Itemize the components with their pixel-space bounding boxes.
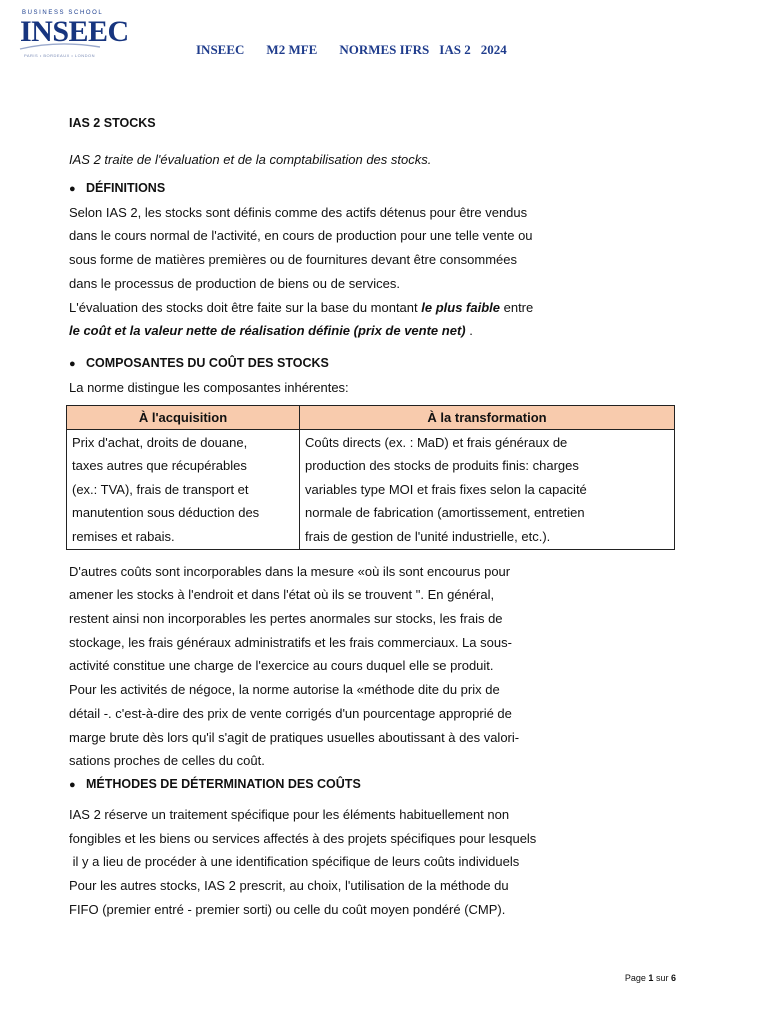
components-line: Pour les activités de négoce, la norme autorise la «méthode dite du prix de [69,682,500,698]
components-line: marge brute dès lors qu'il s'agit de pratiques usuelles aboutissant à des valori- [69,729,520,745]
methods-line: il y a lieu de procéder à une identification spécifique de leurs coûts individuels [69,854,520,870]
bullet-icon: ● [69,778,76,791]
document-title: IAS 2 STOCKS [69,116,156,130]
logo-swoosh-icon [18,42,102,52]
evaluation-line-2: le coût et la valeur nette de réalisation définie (prix de vente net) . [69,323,473,339]
section-definitions-heading: ● DÉFINITIONS [69,177,689,201]
page-number: Page 1 sur 6 [624,973,676,983]
header-subject: NORMES IFRS [339,42,430,57]
components-line: stockage, les frais généraux administratifs et les frais commerciaux. La sous- [69,634,512,650]
document-body [69,112,689,921]
evaluation-line: L'évaluation des stocks doit être faite sur la base du montant le plus faible entre [69,299,534,315]
components-line: restent ainsi non incorporables les pertes anormales sur stocks, les frais de [69,611,503,626]
cost-components-table [66,405,675,550]
components-line: détail -. c'est-à-dire des prix de vente corrigés d'un pourcentage approprié de [69,705,512,721]
header-standard: IAS 2 [439,42,471,57]
logo-school-label: BUSINESS SCHOOL [22,10,104,16]
section-methods-heading: ● MÉTHODES DE DÉTERMINATION DES COÛTS [69,773,689,797]
components-line: amener les stocks à l'endroit et dans l'état où ils se trouvent ". En général, [69,587,495,603]
methods-line: Pour les autres stocks, IAS 2 prescrit, au choix, l'utilisation de la méthode du [69,878,509,894]
methods-line: FIFO (premier entré - premier sorti) ou celle du coût moyen pondéré (CMP). [69,901,506,917]
components-line: activité constitue une charge de l'exercice au cours duquel elle se produit. [69,658,494,674]
components-line: D'autres coûts sont incorporables dans la mesure «où ils sont encourus pour [69,563,511,579]
table-row [67,429,675,549]
table-header-acquisition: À l'acquisition [67,405,300,429]
components-lead: La norme distingue les composantes inhérentes: [69,379,349,395]
logo-name: INSEEC [20,15,129,48]
definitions-line: Selon IAS 2, les stocks sont définis comme des actifs détenus pour être vendus [69,204,528,220]
document-header [196,42,529,58]
table-cell-transformation: Coûts directs (ex. : MaD) et frais généraux de production des stocks de produits finis: charges variables type MOI et frais fixes selon la capacité normale de fabrication (amortissement, entretien frais de gestion de l'unité industrielle, etc.). [300,429,675,549]
logo-tagline: PARIS • BORDEAUX • LONDON [24,53,96,58]
header-org: INSEEC [196,42,245,57]
intro-text: IAS 2 traite de l'évaluation et de la comptabilisation des stocks. [69,152,432,167]
components-line: sations proches de celles du coût. [69,753,265,769]
definitions-line: sous forme de matières premières ou de fournitures devant être consommées [69,252,517,268]
inseec-logo [18,8,129,58]
section-components-heading: ● COMPOSANTES DU COÛT DES STOCKS [69,352,689,376]
header-year: 2024 [480,42,507,57]
bullet-icon: ● [69,182,76,195]
bullet-icon: ● [69,357,76,370]
table-header-row [67,405,675,429]
header-program: M2 MFE [266,42,318,57]
methods-line: IAS 2 réserve un traitement spécifique pour les éléments habituellement non [69,806,510,822]
definitions-line: dans le processus de production de biens ou de services. [69,275,400,291]
definitions-line: dans le cours normal de l'activité, en cours de production pour une telle vente ou [69,228,533,244]
methods-line: fongibles et les biens ou services affectés à des projets spécifiques pour lesquels [69,830,537,846]
table-cell-acquisition: Prix d'achat, droits de douane, taxes autres que récupérables (ex.: TVA), frais de transport et manutention sous déduction des remises et rabais. [67,429,300,549]
table-header-transformation: À la transformation [300,405,675,429]
